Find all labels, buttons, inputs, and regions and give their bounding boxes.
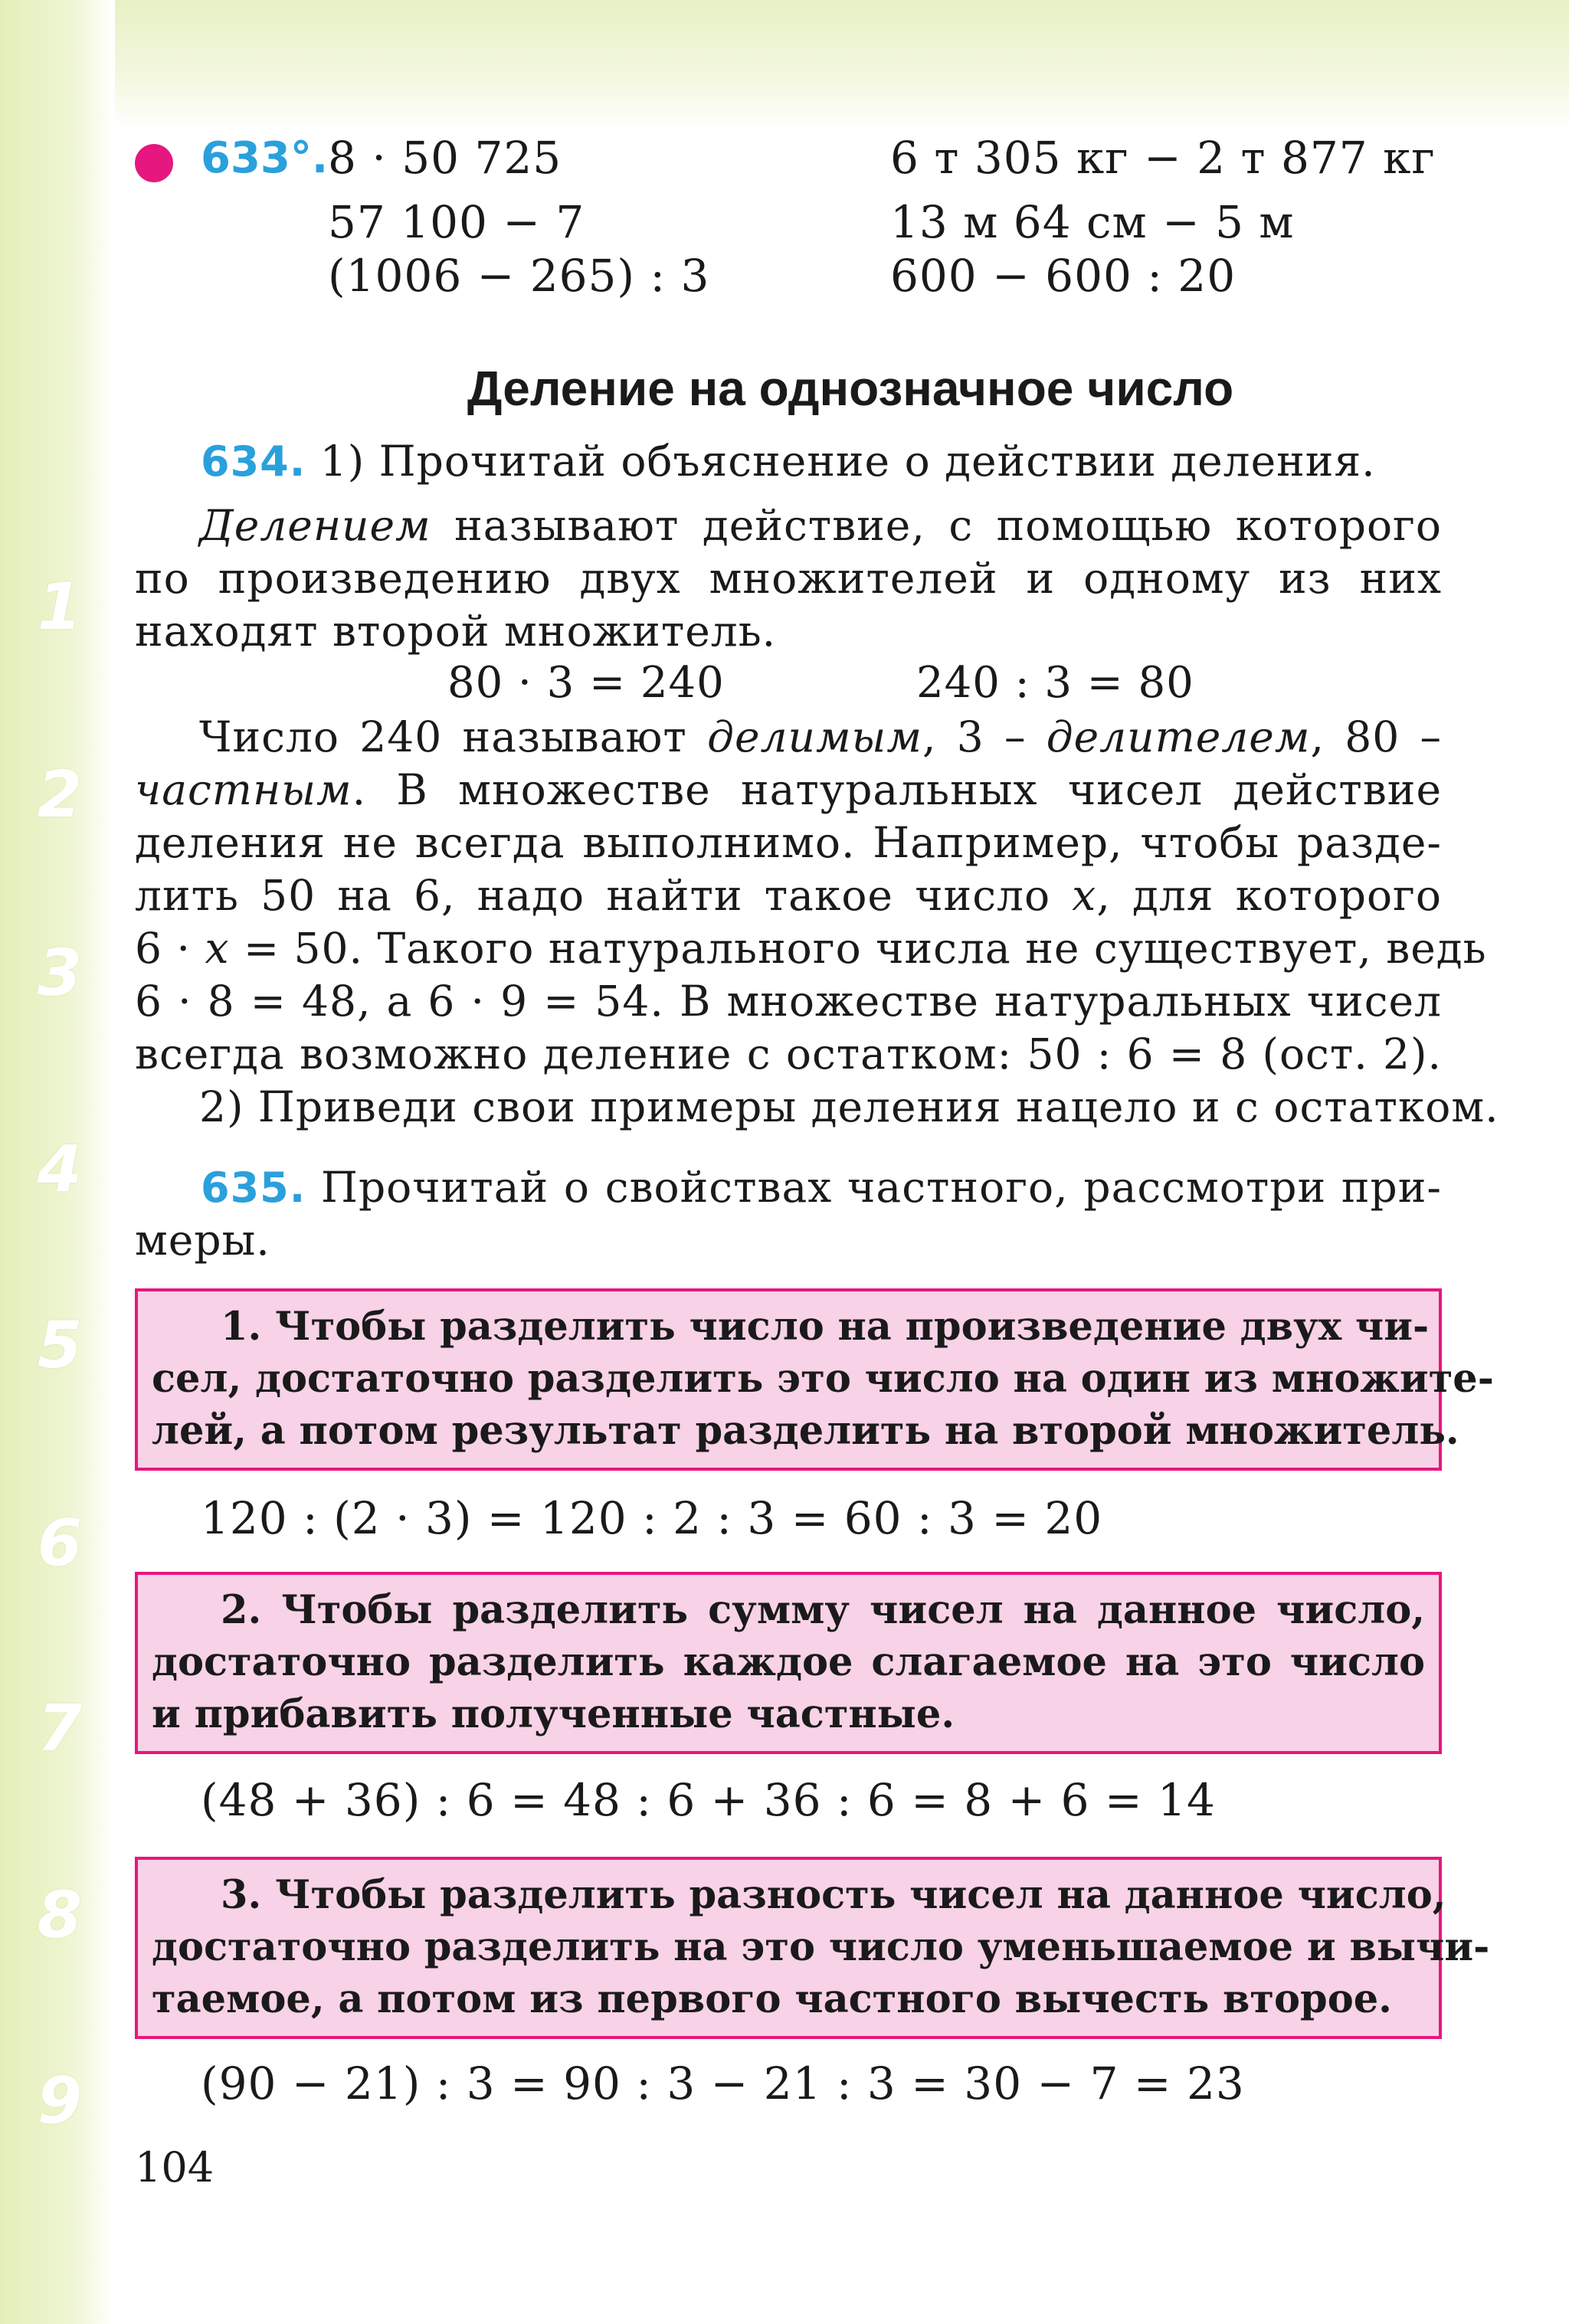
ex634-task2: 2) Приведи свои примеры деления нацело и с остатком. [199,1082,1499,1131]
top-decor-band [0,0,1569,130]
definition-line-1: Делением называют действие, с помощью которого [199,501,1442,550]
term-division: Делением [199,501,431,550]
term-quotient: частным [135,765,352,814]
side-number: 1 [37,569,83,644]
rule2-example: (48 + 36) : 6 = 48 : 6 + 36 : 6 = 8 + 6 = 14 [201,1774,1216,1826]
rule2-line-2: достаточно разделить каждое слагаемое на это число [152,1639,1425,1685]
ex633-right-3: 600 − 600 : 20 [890,250,1237,302]
side-number: 6 [37,1505,83,1580]
explanation-line-4: лить 50 на 6, надо найти такое число x, для которого [135,871,1442,920]
explanation-line-7: всегда возможно деление с остатком: 50 : 6 = 8 (ост. 2). [135,1029,1442,1079]
rule-box-2 [135,1572,1442,1754]
rule3-example: (90 − 21) : 3 = 90 : 3 − 21 : 3 = 30 − 7 = 23 [201,2057,1245,2110]
difficulty-bullet-icon [135,144,173,182]
rule2-line-3: и прибавить полученные частные. [152,1691,955,1737]
explanation-line-5: 6 · x = 50. Такого натурального числа не существует, ведь [135,924,1487,973]
rule-box-1 [135,1288,1494,1471]
rule3-line-2: достаточно разделить на это число уменьшаемое и вычи- [152,1924,1490,1970]
exercise-number-635: 635. [201,1164,306,1212]
explanation-line-2: частным. В множестве натуральных чисел действие [135,765,1442,814]
term-divisor: делителем [1046,712,1311,761]
ex635-line-2: меры. [135,1216,270,1265]
definition-line-3: находят второй множитель. [135,607,777,656]
rule1-line-2: сел, достаточно разделить это число на один из множите- [152,1356,1494,1402]
side-number: 2 [37,757,83,832]
side-number: 7 [37,1691,83,1766]
side-number: 5 [37,1308,83,1383]
example-multiplication: 80 · 3 = 240 [447,658,725,708]
rule1-example: 120 : (2 · 3) = 120 : 2 : 3 = 60 : 3 = 20 [201,1492,1103,1544]
rule3-line-3: таемое, а потом из первого частного вычесть второе. [152,1976,1392,2022]
explanation-line-3: деления не всегда выполнимо. Например, чтобы разде- [135,818,1442,867]
ex633-right-2: 13 м 64 см − 5 м [890,196,1295,248]
example-division: 240 : 3 = 80 [916,658,1194,708]
side-number: 8 [37,1877,83,1952]
ex634-task1-line [201,435,1376,488]
ex635-line-1: 635. Прочитай о свойствах частного, рассмотри при- [201,1163,1442,1212]
rule1-line-1: 1. Чтобы разделить число на произведение двух чи- [221,1304,1430,1350]
term-dividend: делимым [707,712,922,761]
ex634-task1: 1) Прочитай объяснение о действии деления. [319,437,1376,486]
rule3-line-1: 3. Чтобы разделить разность чисел на данное число, [221,1872,1446,1918]
rule-box-3 [135,1857,1490,2039]
definition-line-2: по произведению двух множителей и одному из них [135,554,1442,603]
ex633-left-2: 57 100 − 7 [328,196,585,248]
explanation-line-6: 6 · 8 = 48, а 6 · 9 = 54. В множестве натуральных чисел [135,977,1442,1026]
exercise-number-634: 634. [201,437,306,486]
ex633-left-3: (1006 − 265) : 3 [328,250,710,302]
section-heading: Деление на однозначное число [467,361,1234,416]
side-number: 4 [37,1131,83,1206]
ex633-left-1: 8 · 50 725 [328,132,562,184]
side-number: 9 [37,2063,83,2138]
side-number: 3 [37,935,83,1010]
rule1-line-3: лей, а потом результат разделить на второй множитель. [152,1408,1459,1454]
ex633-right-1: 6 т 305 кг − 2 т 877 кг [890,132,1436,184]
explanation-line-1: Число 240 называют делимым, 3 – делителем, 80 – [199,712,1442,761]
exercise-number-633: 633°. [201,133,329,183]
page-number: 104 [135,2143,215,2191]
rule2-line-1: 2. Чтобы разделить сумму чисел на данное число, [221,1587,1425,1633]
